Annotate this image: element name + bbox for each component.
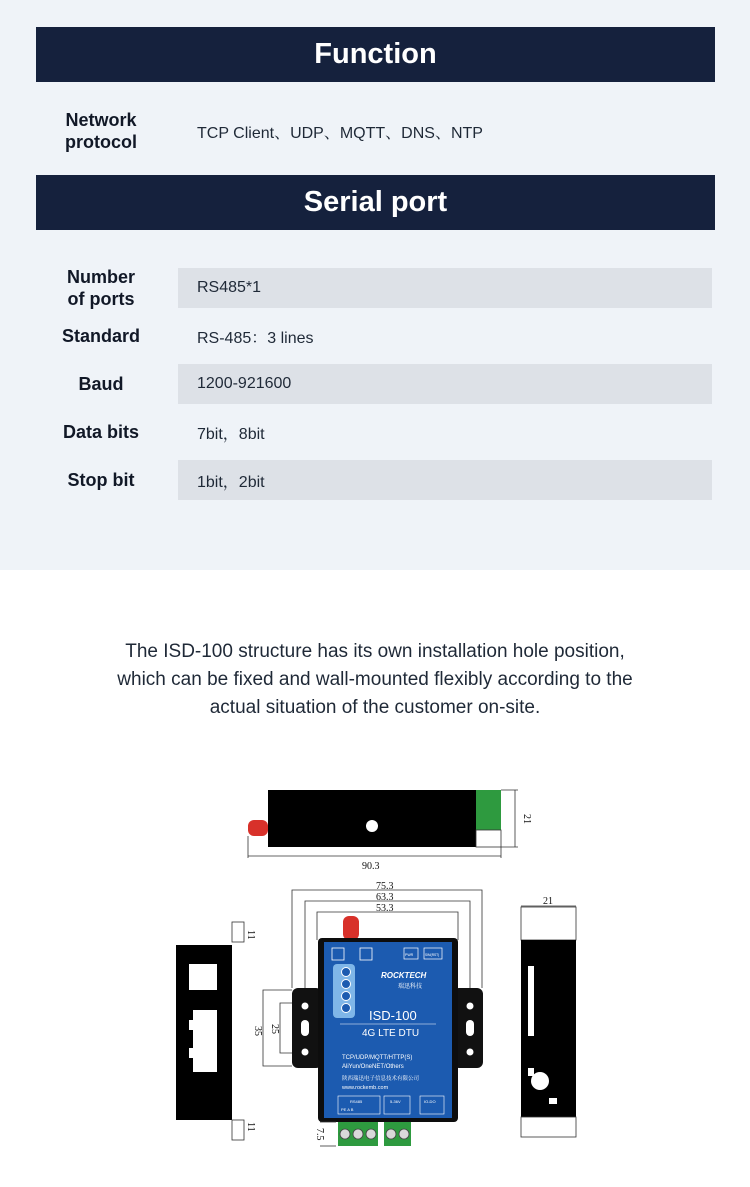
spec-row-number-of-ports — [36, 268, 715, 308]
right-side-view — [521, 896, 576, 1137]
dim-bottom-small: 7.5 — [314, 1128, 325, 1141]
spec-value: RS485*1 — [178, 268, 712, 308]
dimension-diagram — [0, 770, 750, 1187]
spec-value: RS-485：3 lines — [197, 329, 314, 347]
intro-line: actual situation of the customer on-site. — [209, 697, 541, 718]
brand-logo: ROCKTECH — [381, 971, 427, 980]
spec-label — [36, 268, 166, 308]
dim-w1: 75.3 — [376, 881, 394, 892]
pwr-button-label: PWR — [405, 953, 414, 957]
spec-row-standard — [36, 316, 715, 356]
spec-value: 1200-921600 — [178, 364, 712, 404]
company-name: 陕西瑞迅电子信息技术有限公司 — [342, 1076, 420, 1082]
website: www.rockemb.com — [342, 1085, 389, 1091]
dim-top-length: 90.3 — [362, 861, 380, 872]
spec-value: 1bit，2bit — [178, 460, 712, 500]
mount-hole — [366, 820, 378, 832]
left-end-view — [176, 922, 256, 1140]
intro-line: which can be fixed and wall-mounted flexibly according to the — [117, 669, 633, 690]
brand-cn: 瑞迅科技 — [398, 984, 423, 990]
spec-label-line: of ports — [67, 289, 135, 309]
device-body-side — [268, 790, 476, 847]
antenna-connector — [343, 916, 359, 940]
top-view — [248, 790, 532, 872]
spec-row-stop-bit — [36, 460, 715, 500]
dim-w2: 63.3 — [376, 892, 394, 903]
port-io-label: IO-DO — [424, 1099, 436, 1104]
front-view — [292, 916, 483, 1146]
dim-left-bottom: 11 — [245, 1122, 256, 1132]
spec-value: 7bit，8bit — [197, 425, 265, 443]
port-pins-label: PE A B — [341, 1107, 354, 1112]
port-rs485-label: RS485 — [350, 1099, 363, 1104]
dim-hole-inner: 25 — [269, 1024, 280, 1034]
spec-label-line: protocol — [65, 132, 137, 152]
serial-port-title: Serial port — [303, 186, 448, 218]
spec-label: Data bits — [62, 422, 140, 442]
port-power-label: 5-36V — [390, 1099, 401, 1104]
function-banner — [36, 27, 715, 82]
terminal-block-side — [476, 790, 501, 830]
dim-hole-left: 35 — [252, 1026, 263, 1036]
spec-value: TCP Client、UDP、MQTT、DNS、NTP — [197, 124, 483, 142]
intro-line: The ISD-100 structure has its own installation hole position, — [125, 641, 625, 662]
dim-left-top: 11 — [245, 930, 256, 940]
model-name: ISD-100 — [369, 1008, 417, 1023]
spec-row-baud — [36, 364, 715, 404]
serial-port-banner — [36, 175, 715, 230]
terminal-base-side — [476, 830, 501, 847]
spec-label-line: Number — [66, 267, 135, 287]
dim-right-width: 21 — [543, 896, 553, 907]
spec-label: Baud — [78, 374, 124, 394]
function-title: Function — [314, 38, 437, 70]
dim-w3: 53.3 — [376, 903, 394, 914]
installation-description — [60, 638, 690, 722]
antenna-cap — [248, 820, 268, 836]
spec-label — [36, 111, 166, 151]
model-subtitle: 4G LTE DTU — [362, 1028, 420, 1039]
spec-section — [0, 0, 750, 570]
cloud-list: AliYun/OneNET/Others — [342, 1064, 404, 1070]
spec-label-line: Network — [65, 110, 137, 130]
spec-row-data-bits — [36, 412, 715, 452]
spec-row-network-protocol — [36, 111, 715, 151]
spec-label: Standard — [61, 326, 140, 346]
protocol-list: TCP/UDP/MQTT/HTTP(S) — [342, 1055, 413, 1061]
spec-label: Stop bit — [67, 470, 135, 490]
dim-top-height: 21 — [521, 814, 532, 824]
sim-button-label: SIM(RST) — [425, 953, 440, 957]
